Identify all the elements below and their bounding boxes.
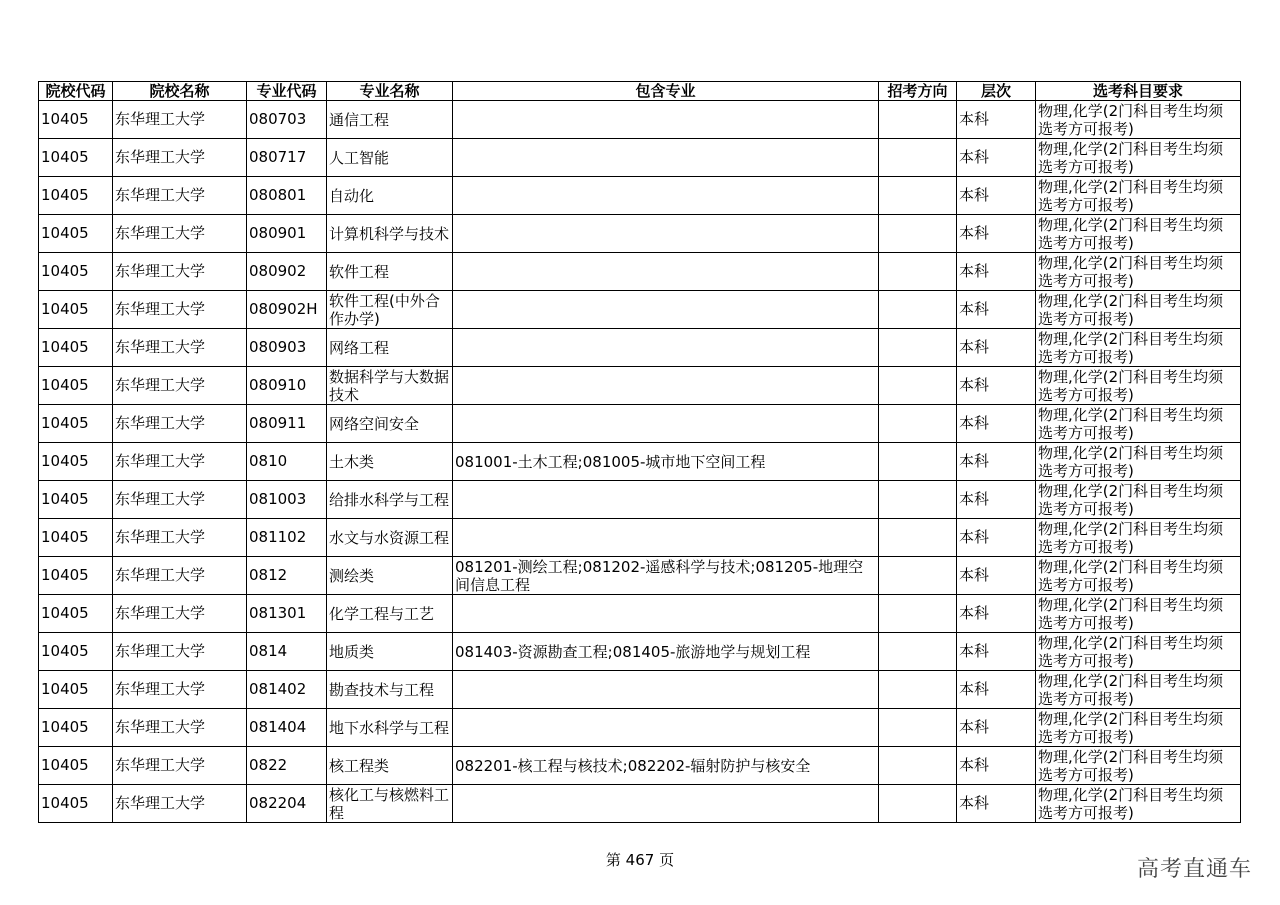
- table-row: [39, 443, 1241, 481]
- table-body: [39, 101, 1241, 823]
- table-row: [39, 557, 1241, 595]
- cell-included-majors: 081201-测绘工程;081202-遥感科学与技术;081205-地理空间信息工程: [453, 557, 879, 595]
- cell-level: 本科: [957, 481, 1036, 519]
- cell-school-code: 10405: [39, 291, 113, 329]
- cell-level: 本科: [957, 405, 1036, 443]
- cell-major-name: 网络工程: [327, 329, 453, 367]
- cell-subject-requirement: 物理,化学(2门科目考生均须选考方可报考): [1036, 291, 1241, 329]
- cell-direction: [879, 253, 957, 291]
- cell-level: 本科: [957, 633, 1036, 671]
- enrollment-table: [38, 81, 1241, 823]
- table-row: [39, 291, 1241, 329]
- cell-school-code: 10405: [39, 633, 113, 671]
- cell-level: 本科: [957, 291, 1036, 329]
- cell-subject-requirement: 物理,化学(2门科目考生均须选考方可报考): [1036, 443, 1241, 481]
- cell-level: 本科: [957, 367, 1036, 405]
- cell-major-code: 0822: [247, 747, 327, 785]
- cell-major-name: 核工程类: [327, 747, 453, 785]
- cell-level: 本科: [957, 709, 1036, 747]
- cell-school-code: 10405: [39, 139, 113, 177]
- table-row: [39, 709, 1241, 747]
- cell-school-name: 东华理工大学: [113, 481, 247, 519]
- cell-school-code: 10405: [39, 177, 113, 215]
- cell-major-name: 软件工程(中外合作办学): [327, 291, 453, 329]
- cell-subject-requirement: 物理,化学(2门科目考生均须选考方可报考): [1036, 101, 1241, 139]
- table-row: [39, 747, 1241, 785]
- page-number: 第 467 页: [605, 851, 675, 869]
- cell-major-code: 0810: [247, 443, 327, 481]
- cell-included-majors: [453, 671, 879, 709]
- cell-major-name: 土木类: [327, 443, 453, 481]
- cell-school-code: 10405: [39, 443, 113, 481]
- cell-school-name: 东华理工大学: [113, 785, 247, 823]
- cell-major-name: 人工智能: [327, 139, 453, 177]
- cell-level: 本科: [957, 101, 1036, 139]
- cell-included-majors: [453, 177, 879, 215]
- cell-level: 本科: [957, 139, 1036, 177]
- column-header-subject-requirement: 选考科目要求: [1036, 82, 1241, 101]
- cell-school-name: 东华理工大学: [113, 291, 247, 329]
- cell-subject-requirement: 物理,化学(2门科目考生均须选考方可报考): [1036, 785, 1241, 823]
- cell-school-code: 10405: [39, 747, 113, 785]
- cell-school-name: 东华理工大学: [113, 633, 247, 671]
- cell-major-code: 080703: [247, 101, 327, 139]
- cell-level: 本科: [957, 785, 1036, 823]
- cell-included-majors: [453, 329, 879, 367]
- cell-subject-requirement: 物理,化学(2门科目考生均须选考方可报考): [1036, 633, 1241, 671]
- cell-school-name: 东华理工大学: [113, 443, 247, 481]
- cell-major-code: 081402: [247, 671, 327, 709]
- cell-level: 本科: [957, 215, 1036, 253]
- cell-major-code: 0814: [247, 633, 327, 671]
- cell-school-code: 10405: [39, 329, 113, 367]
- cell-subject-requirement: 物理,化学(2门科目考生均须选考方可报考): [1036, 481, 1241, 519]
- cell-major-code: 080902: [247, 253, 327, 291]
- cell-level: 本科: [957, 595, 1036, 633]
- cell-major-name: 数据科学与大数据技术: [327, 367, 453, 405]
- cell-school-name: 东华理工大学: [113, 253, 247, 291]
- cell-school-code: 10405: [39, 367, 113, 405]
- cell-direction: [879, 329, 957, 367]
- cell-included-majors: [453, 139, 879, 177]
- cell-school-code: 10405: [39, 595, 113, 633]
- column-header-school-name: 院校名称: [113, 82, 247, 101]
- table-row: [39, 329, 1241, 367]
- cell-direction: [879, 177, 957, 215]
- cell-school-code: 10405: [39, 785, 113, 823]
- table-header: [39, 82, 1241, 101]
- cell-school-name: 东华理工大学: [113, 405, 247, 443]
- cell-direction: [879, 291, 957, 329]
- cell-included-majors: [453, 519, 879, 557]
- table-row: [39, 671, 1241, 709]
- column-header-direction: 招考方向: [879, 82, 957, 101]
- cell-major-name: 测绘类: [327, 557, 453, 595]
- cell-level: 本科: [957, 443, 1036, 481]
- cell-included-majors: [453, 709, 879, 747]
- cell-level: 本科: [957, 557, 1036, 595]
- cell-major-name: 计算机科学与技术: [327, 215, 453, 253]
- cell-level: 本科: [957, 519, 1036, 557]
- cell-major-name: 核化工与核燃料工程: [327, 785, 453, 823]
- cell-direction: [879, 139, 957, 177]
- cell-major-name: 化学工程与工艺: [327, 595, 453, 633]
- cell-subject-requirement: 物理,化学(2门科目考生均须选考方可报考): [1036, 747, 1241, 785]
- header-row: [39, 82, 1241, 101]
- table-row: [39, 481, 1241, 519]
- cell-direction: [879, 215, 957, 253]
- cell-subject-requirement: 物理,化学(2门科目考生均须选考方可报考): [1036, 215, 1241, 253]
- cell-included-majors: [453, 405, 879, 443]
- cell-included-majors: 081001-土木工程;081005-城市地下空间工程: [453, 443, 879, 481]
- cell-included-majors: [453, 101, 879, 139]
- cell-subject-requirement: 物理,化学(2门科目考生均须选考方可报考): [1036, 519, 1241, 557]
- cell-school-code: 10405: [39, 215, 113, 253]
- cell-major-name: 网络空间安全: [327, 405, 453, 443]
- cell-level: 本科: [957, 253, 1036, 291]
- cell-major-name: 地下水科学与工程: [327, 709, 453, 747]
- cell-school-name: 东华理工大学: [113, 595, 247, 633]
- cell-direction: [879, 671, 957, 709]
- cell-major-code: 0812: [247, 557, 327, 595]
- cell-level: 本科: [957, 671, 1036, 709]
- cell-major-code: 081102: [247, 519, 327, 557]
- cell-subject-requirement: 物理,化学(2门科目考生均须选考方可报考): [1036, 595, 1241, 633]
- column-header-included-majors: 包含专业: [453, 82, 879, 101]
- cell-major-code: 080903: [247, 329, 327, 367]
- cell-included-majors: [453, 291, 879, 329]
- cell-school-code: 10405: [39, 253, 113, 291]
- watermark-logo-text: 高考直通车: [1136, 857, 1252, 882]
- table-row: [39, 785, 1241, 823]
- table-row: [39, 633, 1241, 671]
- cell-school-code: 10405: [39, 405, 113, 443]
- cell-major-code: 080902H: [247, 291, 327, 329]
- cell-major-code: 081404: [247, 709, 327, 747]
- cell-direction: [879, 101, 957, 139]
- cell-school-name: 东华理工大学: [113, 101, 247, 139]
- cell-major-name: 地质类: [327, 633, 453, 671]
- cell-school-name: 东华理工大学: [113, 747, 247, 785]
- cell-direction: [879, 367, 957, 405]
- cell-school-code: 10405: [39, 101, 113, 139]
- cell-school-code: 10405: [39, 671, 113, 709]
- cell-subject-requirement: 物理,化学(2门科目考生均须选考方可报考): [1036, 367, 1241, 405]
- cell-major-name: 自动化: [327, 177, 453, 215]
- cell-included-majors: [453, 595, 879, 633]
- cell-subject-requirement: 物理,化学(2门科目考生均须选考方可报考): [1036, 557, 1241, 595]
- table-row: [39, 595, 1241, 633]
- cell-school-name: 东华理工大学: [113, 709, 247, 747]
- cell-school-name: 东华理工大学: [113, 139, 247, 177]
- cell-included-majors: [453, 215, 879, 253]
- table-row: [39, 215, 1241, 253]
- cell-school-code: 10405: [39, 709, 113, 747]
- cell-school-code: 10405: [39, 557, 113, 595]
- table-row: [39, 177, 1241, 215]
- cell-direction: [879, 557, 957, 595]
- cell-direction: [879, 633, 957, 671]
- cell-school-name: 东华理工大学: [113, 215, 247, 253]
- cell-direction: [879, 595, 957, 633]
- cell-school-name: 东华理工大学: [113, 519, 247, 557]
- cell-major-name: 软件工程: [327, 253, 453, 291]
- column-header-major-code: 专业代码: [247, 82, 327, 101]
- cell-major-code: 080801: [247, 177, 327, 215]
- cell-direction: [879, 443, 957, 481]
- table-row: [39, 101, 1241, 139]
- column-header-level: 层次: [957, 82, 1036, 101]
- cell-school-name: 东华理工大学: [113, 671, 247, 709]
- cell-major-code: 080911: [247, 405, 327, 443]
- cell-subject-requirement: 物理,化学(2门科目考生均须选考方可报考): [1036, 709, 1241, 747]
- cell-direction: [879, 747, 957, 785]
- cell-subject-requirement: 物理,化学(2门科目考生均须选考方可报考): [1036, 253, 1241, 291]
- cell-level: 本科: [957, 329, 1036, 367]
- column-header-major-name: 专业名称: [327, 82, 453, 101]
- cell-direction: [879, 519, 957, 557]
- cell-direction: [879, 785, 957, 823]
- cell-included-majors: [453, 367, 879, 405]
- cell-major-name: 水文与水资源工程: [327, 519, 453, 557]
- cell-subject-requirement: 物理,化学(2门科目考生均须选考方可报考): [1036, 671, 1241, 709]
- cell-direction: [879, 405, 957, 443]
- cell-school-name: 东华理工大学: [113, 367, 247, 405]
- cell-school-name: 东华理工大学: [113, 329, 247, 367]
- cell-direction: [879, 709, 957, 747]
- cell-school-code: 10405: [39, 519, 113, 557]
- table-row: [39, 139, 1241, 177]
- cell-level: 本科: [957, 747, 1036, 785]
- cell-major-code: 081003: [247, 481, 327, 519]
- table-row: [39, 367, 1241, 405]
- cell-school-name: 东华理工大学: [113, 177, 247, 215]
- cell-included-majors: 082201-核工程与核技术;082202-辐射防护与核安全: [453, 747, 879, 785]
- cell-subject-requirement: 物理,化学(2门科目考生均须选考方可报考): [1036, 405, 1241, 443]
- table-row: [39, 253, 1241, 291]
- cell-major-name: 勘查技术与工程: [327, 671, 453, 709]
- cell-included-majors: [453, 785, 879, 823]
- cell-major-code: 080910: [247, 367, 327, 405]
- cell-subject-requirement: 物理,化学(2门科目考生均须选考方可报考): [1036, 177, 1241, 215]
- cell-school-name: 东华理工大学: [113, 557, 247, 595]
- table-row: [39, 519, 1241, 557]
- cell-subject-requirement: 物理,化学(2门科目考生均须选考方可报考): [1036, 329, 1241, 367]
- cell-level: 本科: [957, 177, 1036, 215]
- cell-direction: [879, 481, 957, 519]
- table-row: [39, 405, 1241, 443]
- column-header-school-code: 院校代码: [39, 82, 113, 101]
- cell-major-code: 080717: [247, 139, 327, 177]
- cell-major-code: 082204: [247, 785, 327, 823]
- cell-major-name: 通信工程: [327, 101, 453, 139]
- cell-major-code: 081301: [247, 595, 327, 633]
- cell-included-majors: [453, 481, 879, 519]
- cell-school-code: 10405: [39, 481, 113, 519]
- cell-major-code: 080901: [247, 215, 327, 253]
- cell-subject-requirement: 物理,化学(2门科目考生均须选考方可报考): [1036, 139, 1241, 177]
- cell-included-majors: [453, 253, 879, 291]
- cell-included-majors: 081403-资源勘查工程;081405-旅游地学与规划工程: [453, 633, 879, 671]
- cell-major-name: 给排水科学与工程: [327, 481, 453, 519]
